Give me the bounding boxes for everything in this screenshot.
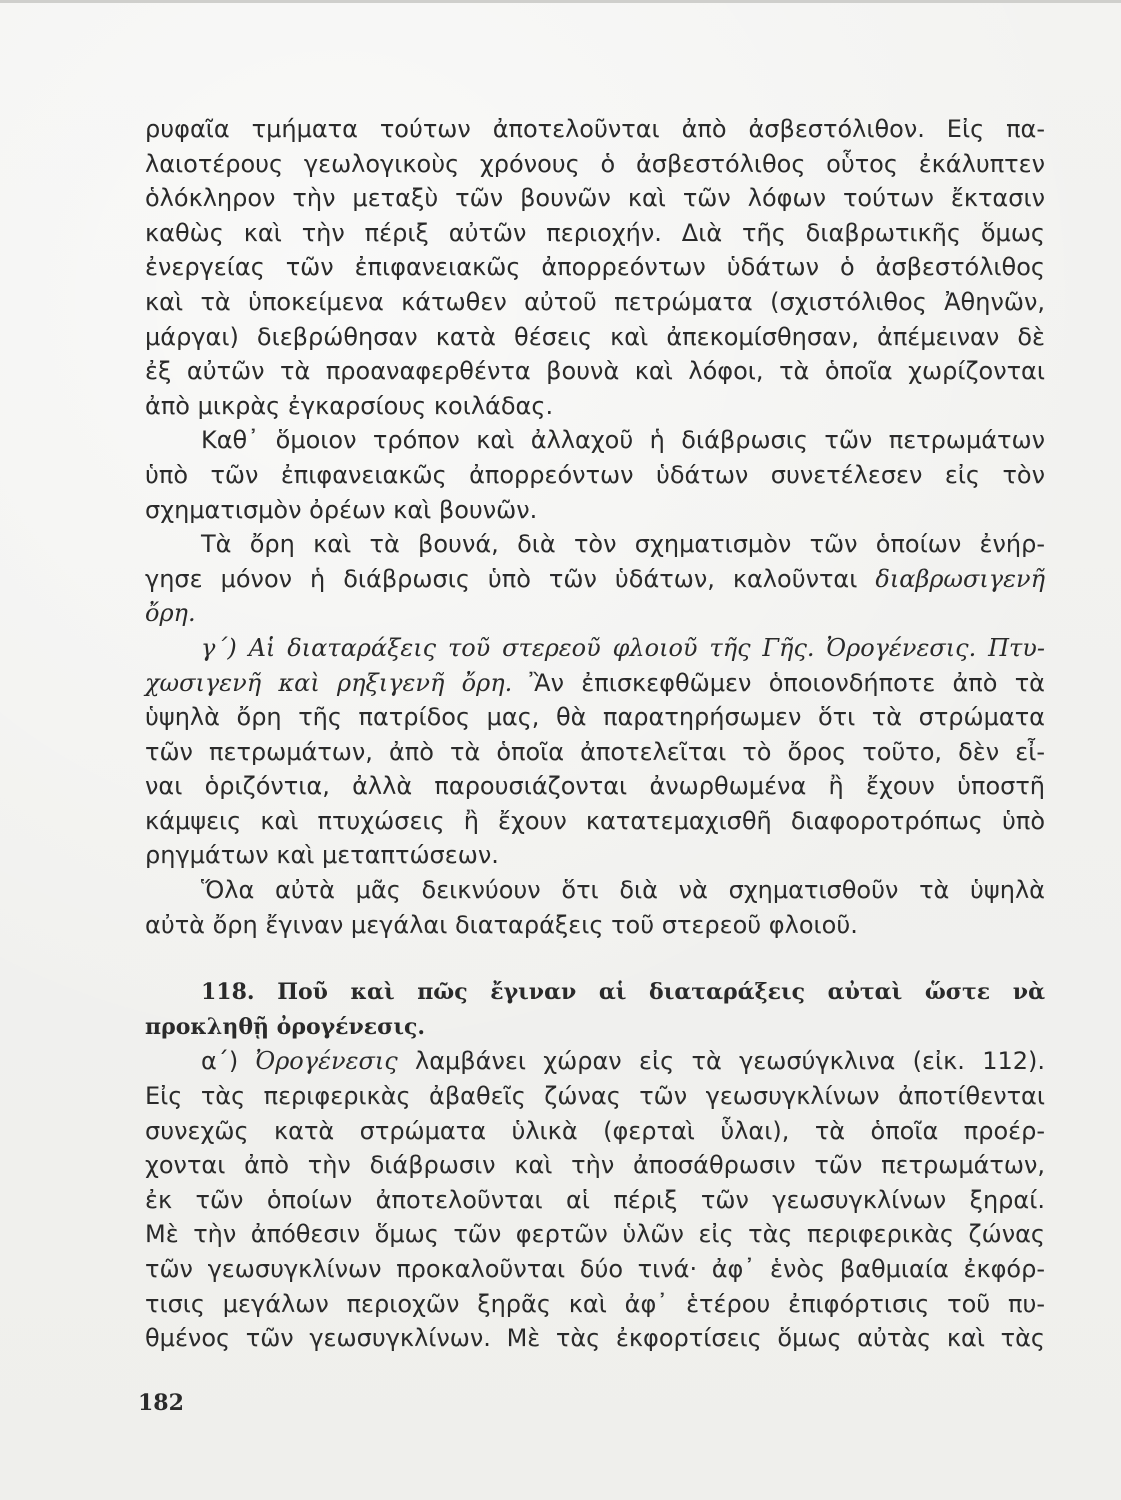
text-line: Τὰ ὄρη καὶ τὰ βουνά, διὰ τὸν σχηματισμὸν τῶν ὁποίων ἐνήρ- (201, 530, 1045, 559)
text-fragment: γησε μόνον ἡ διάβρωσις ὑπὸ τῶν ὑδάτων, καλοῦνται (145, 564, 858, 593)
text-line (145, 1044, 1045, 1079)
page-number: 182 (138, 1390, 184, 1416)
text-line: ναι ὁριζόντια, ἀλλὰ παρουσιάζονται ἀνωρθωμένα ἢ ἔχουν ὑποστῆ (145, 772, 1045, 801)
text-line: κάμψεις καὶ πτυχώσεις ἢ ἔχουν κατατεμαχισθῆ διαφοροτρόπως ὑπὸ (145, 806, 1045, 835)
text-line: καθὼς καὶ τὴν πέριξ αὐτῶν περιοχήν. Διὰ τῆς διαβρωτικῆς ὅμως (145, 218, 1045, 247)
scan-top-edge (0, 0, 1121, 3)
text-line: ἐξ αὐτῶν τὰ προαναφερθέντα βουνὰ καὶ λόφοι, τὰ ὁποῖα χωρίζονται (145, 357, 1045, 386)
text-fragment: Ἂν ἐπισκεφθῶμεν ὁποιονδήποτε ἀπὸ τὰ (529, 668, 1045, 697)
text-line: Μὲ τὴν ἀπόθεσιν ὅμως τῶν φερτῶν ὑλῶν εἰς τὰς περιφερικὰς ζώνας (145, 1220, 1045, 1249)
text-fragment: α΄) (201, 1047, 239, 1076)
text-line: ὁλόκληρον τὴν μεταξὺ τῶν βουνῶν καὶ τῶν λόφων τούτων ἔκτασιν (145, 184, 1045, 213)
text-line: χονται ἀπὸ τὴν διάβρωσιν καὶ τὴν ἀποσάθρωσιν τῶν πετρωμάτων, (145, 1151, 1045, 1180)
text-fragment: λαμβάνει χώραν εἰς τὰ γεωσύγκλινα (εἰκ. 112). (415, 1047, 1046, 1076)
text-line (145, 666, 1045, 701)
text-line: ὄρη. (145, 599, 196, 628)
text-line: μάργαι) διεβρώθησαν κατὰ θέσεις καὶ ἀπεκομίσθησαν, ἀπέμειναν δὲ (145, 322, 1045, 351)
text-line: Καθ᾽ ὅμοιον τρόπον καὶ ἀλλαχοῦ ἡ διάβρωσις τῶν πετρωμάτων (201, 426, 1045, 455)
italic-term: Ὀρογένεσις (255, 1047, 398, 1076)
text-line: ὑπὸ τῶν ἐπιφανειακῶς ἀπορρεόντων ὑδάτων συνετέλεσεν εἰς τὸν (145, 460, 1045, 489)
text-line: θμένος τῶν γεωσυγκλίνων. Μὲ τὰς ἐκφορτίσεις ὅμως αὐτὰς καὶ τὰς (145, 1324, 1045, 1353)
subsection-title-line: γ΄) Αἱ διαταράξεις τοῦ στερεοῦ φλοιοῦ τῆς Γῆς. Ὀρογένεσις. Πτυ- (201, 633, 1045, 662)
text-line: αὐτὰ ὄρη ἔγιναν μεγάλαι διαταράξεις τοῦ στερεοῦ φλοιοῦ. (145, 910, 858, 939)
text-line: ἀπὸ μικρὰς ἐγκαρσίους κοιλάδας. (145, 391, 554, 420)
main-text (145, 112, 1045, 1356)
text-line: σχηματισμὸν ὀρέων καὶ βουνῶν. (145, 495, 538, 524)
section-heading: 118. Ποῦ καὶ πῶς ἔγιναν αἱ διαταράξεις αὐταὶ ὥστε νὰ (201, 979, 1045, 1006)
text-line: ἐκ τῶν ὁποίων ἀποτελοῦνται αἱ πέριξ τῶν γεωσυγκλίνων ξηραί. (145, 1185, 1045, 1214)
section-gap (145, 942, 1045, 975)
text-line: συνεχῶς κατὰ στρώματα ὑλικὰ (φερταὶ ὗλαι), τὰ ὁποῖα προέρ- (145, 1116, 1045, 1145)
section-heading: προκληθῇ ὀρογένεσις. (145, 1013, 426, 1040)
text-line (145, 562, 1045, 597)
text-line: ἐνεργείας τῶν ἐπιφανειακῶς ἀπορρεόντων ὑδάτων ὁ ἀσβεστόλιθος (145, 253, 1045, 282)
text-line: καὶ τὰ ὑποκείμενα κάτωθεν αὐτοῦ πετρώματα (σχιστόλιθος Ἀθηνῶν, (145, 287, 1045, 316)
italic-term: χωσιγενῆ καὶ ρηξιγενῆ ὄρη. (145, 668, 513, 697)
text-line: τῶν γεωσυγκλίνων προκαλοῦνται δύο τινά· ἀφ᾽ ἑνὸς βαθμιαία ἐκφόρ- (145, 1255, 1045, 1283)
text-line: ρηγμάτων καὶ μεταπτώσεων. (145, 841, 499, 870)
italic-term: διαβρωσιγενῆ (875, 564, 1045, 593)
text-line: ὑψηλὰ ὄρη τῆς πατρίδος μας, θὰ παρατηρήσωμεν ὅτι τὰ στρώματα (145, 703, 1045, 732)
text-line: Ὅλα αὐτὰ μᾶς δεικνύουν ὅτι διὰ νὰ σχηματισθοῦν τὰ ὑψηλὰ (201, 876, 1045, 905)
text-line: τισις μεγάλων περιοχῶν ξηρᾶς καὶ ἀφ᾽ ἑτέρου ἐπιφόρτισις τοῦ πυ- (145, 1289, 1045, 1318)
text-line: Εἰς τὰς περιφερικὰς ἀβαθεῖς ζώνας τῶν γεωσυγκλίνων ἀποτίθενται (145, 1082, 1045, 1111)
text-line: λαιοτέρους γεωλογικοὺς χρόνους ὁ ἀσβεστόλιθος οὗτος ἐκάλυπτεν (145, 149, 1045, 178)
text-line: τῶν πετρωμάτων, ἀπὸ τὰ ὁποῖα ἀποτελεῖται τὸ ὄρος τοῦτο, δὲν εἶ- (145, 737, 1045, 766)
text-line: ρυφαῖα τμήματα τούτων ἀποτελοῦνται ἀπὸ ἀσβεστόλιθον. Εἰς πα- (145, 115, 1045, 143)
